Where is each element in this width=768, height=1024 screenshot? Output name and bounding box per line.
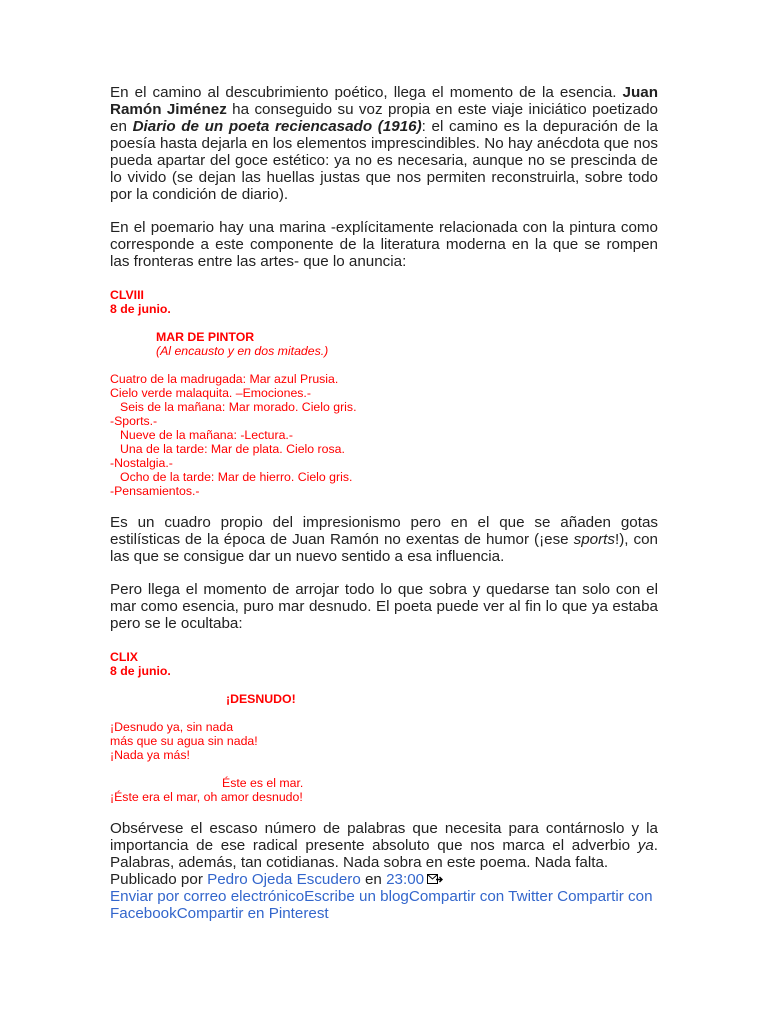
poem-line: ¡Desnudo ya, sin nada	[110, 720, 234, 734]
emphasis: ya	[637, 837, 654, 854]
poem-line: Éste es el mar.	[222, 776, 304, 790]
poem-line: ¡Nada ya más!	[110, 748, 190, 762]
poem-line: Seis de la mañana: Mar morado. Cielo gris.	[120, 400, 357, 414]
poem-subtitle: (Al encausto y en dos mitades.)	[156, 344, 329, 358]
poem-line: -Sports.-	[110, 414, 158, 428]
poem-verses	[110, 720, 658, 804]
closing-paragraph	[110, 820, 658, 871]
poem-heading	[110, 650, 658, 678]
marina-paragraph: En el poemario hay una marina -explícitamente relacionada con la pintura como corresponde a este componente de la literatura moderna en la que se rompen las fronteras entre las artes- que lo anuncia:	[110, 219, 658, 270]
poem-number: CLIX	[110, 650, 139, 664]
intro-paragraph	[110, 84, 658, 203]
poem-title: MAR DE PINTOR	[156, 330, 255, 344]
poem-number: CLVIII	[110, 288, 144, 302]
share-pinterest-link[interactable]: Compartir en Pinterest	[176, 905, 329, 922]
share-blog-link[interactable]: Escribe un blog	[304, 888, 409, 905]
poem-line: Nueve de la mañana: -Lectura.-	[120, 428, 293, 442]
book-title: Diario de un poeta reciencasado (1916)	[132, 118, 422, 135]
essence-paragraph: Pero llega el momento de arrojar todo lo que sobra y quedarse tan solo con el mar como esencia, puro mar desnudo. El poeta puede ver al fin lo que ya estaba pero se le ocultaba:	[110, 581, 658, 632]
at-label: en	[360, 871, 387, 888]
text-span: ha conseguido su voz propia en este viaje iniciático poetizado en	[110, 101, 658, 135]
published-by-label: Publicado por	[110, 871, 208, 888]
poem-line: Cielo verde malaquita. –Emociones.-	[110, 386, 311, 400]
email-post-icon[interactable]	[427, 872, 443, 883]
author-name: Juan Ramón Jiménez	[110, 84, 658, 118]
poem-line: -Nostalgia.-	[110, 456, 173, 470]
poem-date: 8 de junio.	[110, 302, 171, 316]
poem-line: Una de la tarde: Mar de plata. Cielo rosa.	[120, 442, 345, 456]
poem-line: Ocho de la tarde: Mar de hierro. Cielo gris.	[120, 470, 353, 484]
author-link[interactable]: Pedro Ojeda Escudero	[207, 871, 361, 888]
share-email-link[interactable]: Enviar por correo electrónico	[110, 888, 305, 905]
poem-date: 8 de junio.	[110, 664, 171, 678]
text-span: : el camino es la depuración de la poesía hasta dejarla en los elementos imprescindibles. No hay anécdota que nos pueda apartar del goce estético: ya no es necesaria, aunque no se prescinda de lo vivido (se dejan las huellas justas que nos permiten reconstruirla, sobre todo por la condición de diario).	[110, 118, 658, 203]
post-time-link[interactable]: 23:00	[386, 871, 425, 888]
poem-heading	[110, 288, 658, 316]
share-links	[110, 888, 658, 922]
post-footer	[110, 871, 658, 888]
emphasis: sports	[573, 531, 615, 548]
poem-line: ¡Éste era el mar, oh amor desnudo!	[110, 790, 303, 804]
text-span: Es un cuadro propio del impresionismo pero en el que se añaden gotas estilísticas de la época de Juan Ramón no exentas de humor (¡ese	[110, 514, 658, 548]
share-facebook-link[interactable]: Compartir con Facebook	[110, 888, 653, 922]
impressionism-paragraph	[110, 514, 658, 565]
text-span: !), con las que se consigue dar un nuevo sentido a esa influencia.	[110, 531, 658, 565]
poem-line: más que su agua sin nada!	[110, 734, 258, 748]
poem-line: Cuatro de la madrugada: Mar azul Prusia.	[110, 372, 339, 386]
poem-line: -Pensamientos.-	[110, 484, 200, 498]
share-twitter-link[interactable]: Compartir con Twitter	[408, 888, 553, 905]
text-span: . Palabras, además, tan cotidianas. Nada sobra en este poema. Nada falta.	[110, 837, 658, 871]
poem-verses	[110, 372, 658, 498]
blog-post-body	[110, 84, 658, 922]
poem-title: ¡DESNUDO!	[226, 692, 296, 706]
text-span: Obsérvese el escaso número de palabras que necesita para contárnoslo y la importancia de ese radical presente absoluto que nos marca el adverbio	[110, 820, 658, 854]
text-span: En el camino al descubrimiento poético, llega el momento de la esencia.	[110, 84, 623, 101]
